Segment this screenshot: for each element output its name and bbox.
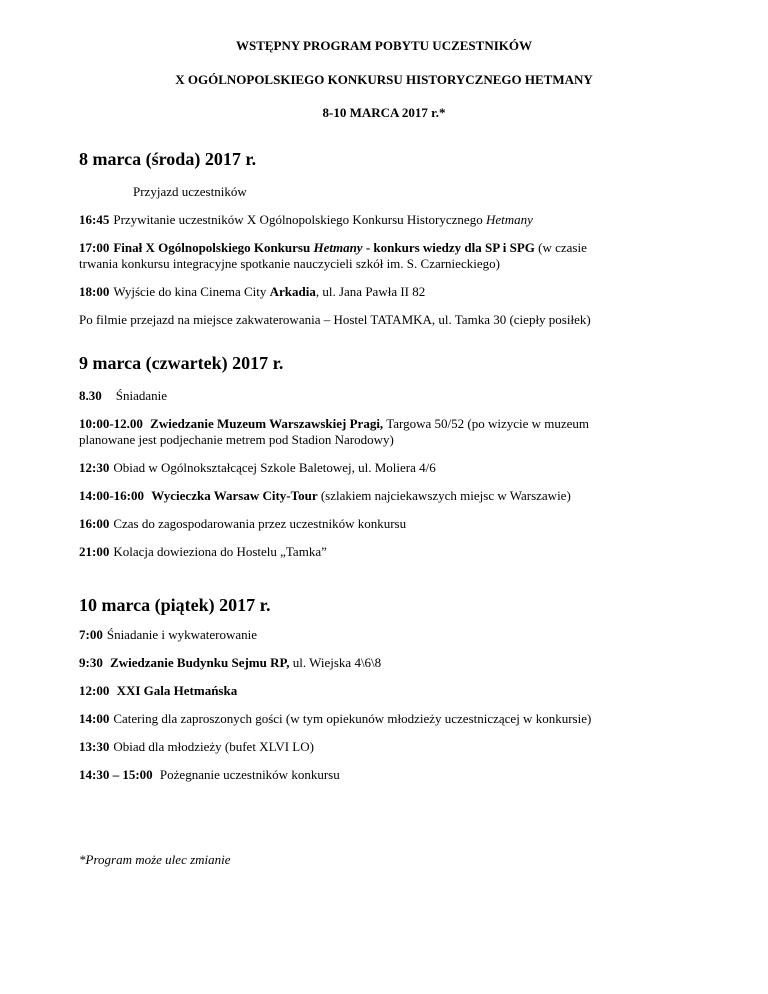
- entry-text: Kolacja dowieziona do Hostelu „Tamka”: [113, 544, 327, 559]
- entry-time: 7:00: [79, 627, 103, 642]
- day3-entry-2: [79, 655, 689, 671]
- entry-bold: Zwiedzanie Budynku Sejmu RP,: [110, 655, 290, 670]
- day2-entry-1: [79, 388, 689, 404]
- entry-text: ul. Wiejska 4\6\8: [289, 655, 382, 670]
- entry-bold: Arkadia: [269, 284, 316, 299]
- day3-entry-1: [79, 627, 689, 643]
- entry-bold: Wycieczka Warsaw City-Tour: [151, 488, 318, 503]
- day3-entry-5: [79, 739, 689, 755]
- entry-text: Catering dla zaproszonych gości (w tym opiekunów młodzieży uczestniczącej w konkursie): [113, 711, 592, 726]
- header-line-3: 8-10 MARCA 2017 r.*: [322, 105, 446, 120]
- entry-time: 18:00: [79, 284, 110, 299]
- entry-time: 14:00-16:00: [79, 488, 144, 503]
- entry-time: 14:30 – 15:00: [79, 767, 153, 782]
- day1-entry-2: [79, 240, 689, 272]
- day1-entry-3: [79, 284, 689, 300]
- day3-entry-4: [79, 711, 689, 727]
- footnote: *Program może ulec zmianie: [79, 852, 231, 867]
- entry-text: , ul. Jana Pawła II 82: [315, 284, 426, 299]
- entry-bold: Finał X Ogólnopolskiego Konkursu: [113, 240, 314, 255]
- entry-text: Śniadanie: [115, 388, 168, 403]
- entry-time: 13:30: [79, 739, 110, 754]
- day2-entry-2: [79, 416, 689, 448]
- day1-entry-4: Po filmie przejazd na miejsce zakwaterowania – Hostel TATAMKA, ul. Tamka 30 (ciepły posiłek): [79, 312, 591, 327]
- entry-time: 12:00: [79, 683, 110, 698]
- entry-time: 21:00: [79, 544, 110, 559]
- day2-title: 9 marca (czwartek) 2017 r.: [79, 353, 284, 373]
- entry-text: Czas do zagospodarowania przez uczestników konkursu: [113, 516, 407, 531]
- entry-time: 16:45: [79, 212, 110, 227]
- day3-entry-3: [79, 683, 689, 699]
- day2-entry-6: [79, 544, 689, 560]
- entry-bold: Zwiedzanie Muzeum Warszawskiej Pragi,: [150, 416, 384, 431]
- entry-time: 10:00-12.00: [79, 416, 143, 431]
- entry-italic: Hetmany: [485, 212, 533, 227]
- header-line-1: WSTĘPNY PROGRAM POBYTU UCZESTNIKÓW: [235, 38, 533, 53]
- day1-arrival: Przyjazd uczestników: [133, 184, 247, 199]
- entry-bold: - konkurs wiedzy dla SP i SPG: [362, 240, 535, 255]
- entry-text: Targowa 50/52 (po wizycie w muzeum: [383, 416, 590, 431]
- day3-title: 10 marca (piątek) 2017 r.: [79, 595, 271, 615]
- entry-text: Wyjście do kina Cinema City: [113, 284, 270, 299]
- entry-time: 9:30: [79, 655, 103, 670]
- day3-entry-6: [79, 767, 689, 783]
- entry-text: Obiad dla młodzieży (bufet XLVI LO): [113, 739, 314, 754]
- day1-entry-1: [79, 212, 689, 228]
- entry-time: 8.30: [79, 388, 102, 403]
- header-line-2: X OGÓLNOPOLSKIEGO KONKURSU HISTORYCZNEGO HETMANY: [175, 72, 593, 87]
- entry-text: Pożegnanie uczestników konkursu: [159, 767, 340, 782]
- entry-time: 12:30: [79, 460, 110, 475]
- entry-time: 17:00: [79, 240, 110, 255]
- entry-text: Obiad w Ogólnokształcącej Szkole Baletowej, ul. Moliera 4/6: [113, 460, 436, 475]
- document-header: [0, 38, 768, 121]
- entry-text: Śniadanie i wykwaterowanie: [106, 627, 258, 642]
- entry-bold-italic: Hetmany: [313, 240, 363, 255]
- entry-bold: XXI Gala Hetmańska: [116, 683, 238, 698]
- day2-entry-3: [79, 460, 689, 476]
- entry-text: (szlakiem najciekawszych miejsc w Warszawie): [317, 488, 571, 503]
- entry-text: (w czasie: [534, 240, 587, 255]
- entry-time: 14:00: [79, 711, 110, 726]
- day1-title: 8 marca (środa) 2017 r.: [79, 149, 257, 169]
- entry-text: planowane jest podjechanie metrem pod Stadion Narodowy): [79, 432, 394, 447]
- entry-text: trwania konkursu integracyjne spotkanie nauczycieli szkół im. S. Czarnieckiego): [79, 256, 500, 271]
- entry-time: 16:00: [79, 516, 110, 531]
- day2-entry-5: [79, 516, 689, 532]
- day2-entry-4: [79, 488, 689, 504]
- entry-text: Przywitanie uczestników X Ogólnopolskiego Konkursu Historycznego: [113, 212, 486, 227]
